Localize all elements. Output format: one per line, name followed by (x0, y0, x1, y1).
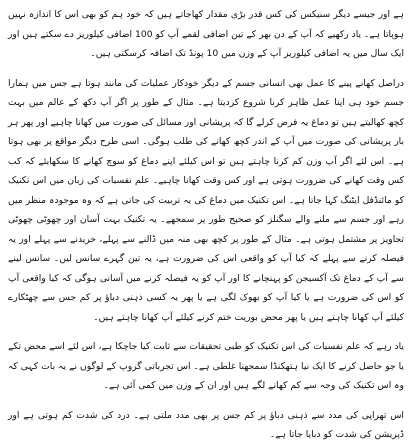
article-paragraph-4: اس تھراپی کی مدد سے ذہنی دباؤ پر کم جس پر بھی مدد ملتی ہے۔ درد کی شدت کم ہوتی ہے اور ڈپریشن کی شدت کو دبایا جاتا ہے۔ (8, 409, 404, 440)
article-paragraph-3: یاد رہے کہ علم نفسیات کی اس تکنیک کو طبی تحقیقات سے ثابت کیا جاچکا ہے، اس لئے اسے محض تکے یا جو حاصل کرنے کا ایک نیا ہتھکنڈا سمجھنا غلطی ہے۔ اس تجرباتی گروپ کے لوگوں نے یہ بات کہی کہ وہ اس تکنیک کی وجہ سے کم کھانے لگے ہیں اور ان کے وزن میں کمی آئی ہے۔ (8, 341, 404, 391)
article-paragraph-1: ہے اور جیسے دیگر سنیکس کی کس قدر بڑی مقدار کھاجاتے ہیں کہ خود ہم کو بھی اس کا اندازہ نہیں ہوپاتا ہے۔ یاد رکھیے کہ آپ کے دن بھر کے تین اضافی لقمے آپ کو 100 اضافی کیلوریز دے سکتے ہیں اور ایک سال میں یہ اضافی کیلوریز آپ کے وزن میں 10 پونڈ تک اضافہ کرسکتی ہیں۔ (8, 9, 404, 59)
article-paragraph-2: دراصل کھانے پینے کا عمل بھی انسانی جسم کے دیگر خودکار عملیات کی مانند ہوتا ہے جس میں ہمارا جسم خود ہی اپنا عمل ظاہر کرنا شروع کردیتا ہے۔ مثال کے طور پر اگر آپ دکھ کے عالم میں بہت کچھ کھالیتے ہیں تو دماغ یہ فرض کرلے گا کہ پریشانی اور مسائل کی صورت میں کھانا چاہیے اور پھر ہر بار پریشانی کی صورت میں آپ کے اندر کچھ کھانے کی طلب ہوگی۔ اسی طرح دیگر مواقع پر بھی ہوتا ہے۔ اس لئے اگر آپ وزن کم کرنا چاہتے ہیں تو اس کیلئے اپنے دماغ کو سوچ کھانے کا سکھایئے کہ کب کس وقت کھانے کی ضرورت ہوتی ہے اور کس وقت کھانا چاہیے۔ علم نفسیات کی زبان میں اس تکنیک کو مائنڈفل ایٹنگ کہا جاتا ہے۔ اس تکنیک میں دماغ کی یہ تربیت کی جاتی ہے کہ وہ موجودہ منظر میں رہے اور جسم سے ملنے والے سگنلز کو صحیح طور پر سمجھے۔ یہ تکنیک بہت آسان اور چھوٹی چھوٹی تجاویز پر مشتمل ہوتی ہے۔ مثال کے طور پر کچھ بھی منہ میں ڈالنے سے پہلے، خریدنے سے پہلے اور یہ فیصلہ کرنے سے پہلے کہ کیا آپ کو واقعی اس کی ضرورت ہے، یہ تین گہرے سانس لیں۔ سانس لینے سے آپ کے دماغ تک آکسیجن کو پہنچانے کا اور آپ کو یہ فیصلہ کرنے میں آسانی ہوگی کہ کیا واقعی آپ کو اس کی ضرورت ہے یا کیا آپ کو بھوک لگی ہے یا پھر یہ کسی ذہنی دباؤ پر کم جس سے چھٹکارے کیلئے آپ کھانا چاہتے ہیں یا پھر محض بوریت ختم کرنے کیلئے آپ کھانا چاہتے ہیں۔ (8, 77, 404, 323)
